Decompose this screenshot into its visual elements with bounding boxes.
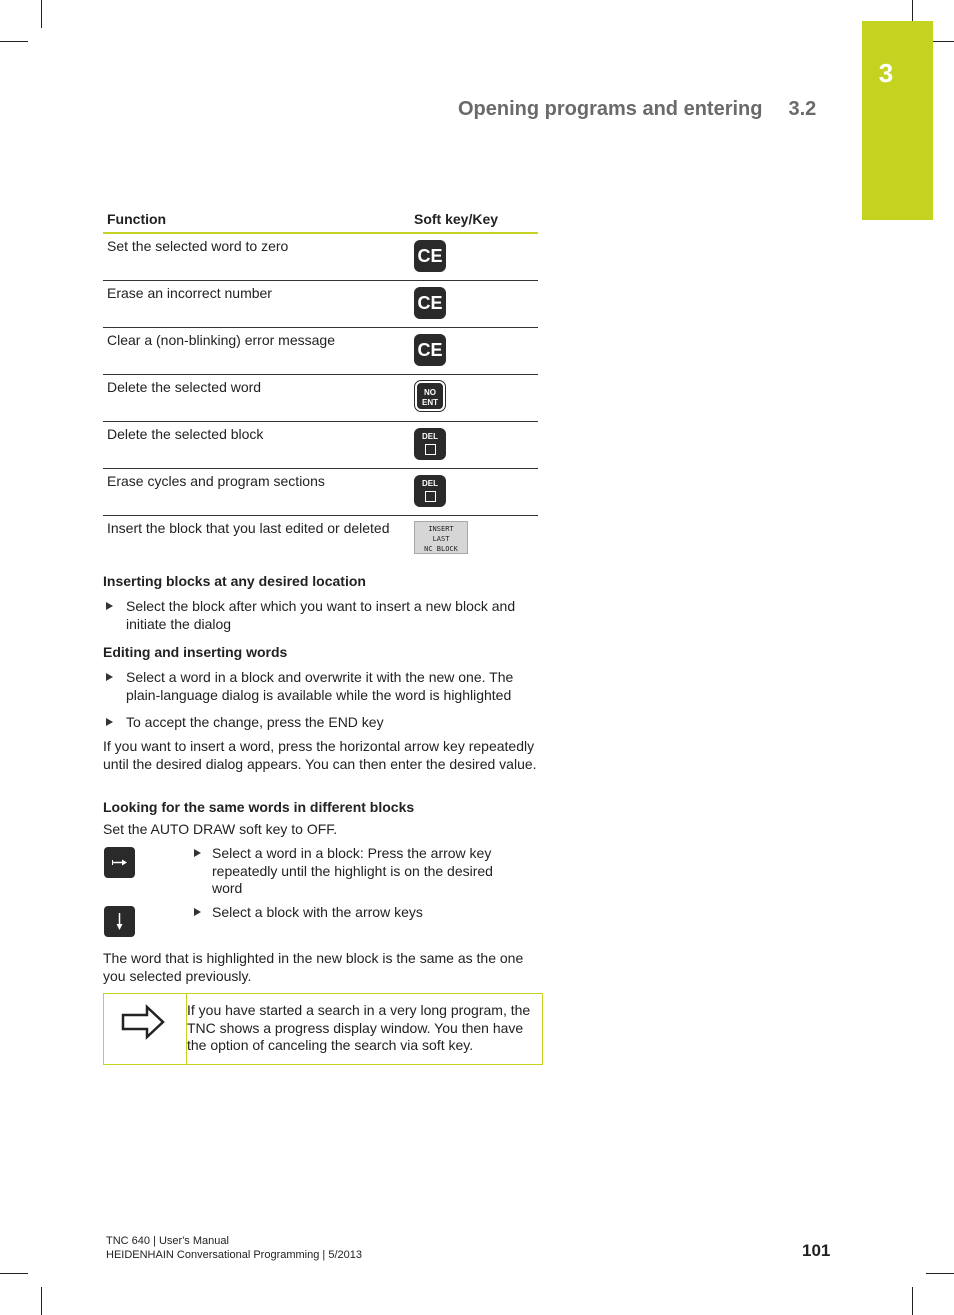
hand-pointer-icon: [119, 1002, 167, 1047]
key-cell: [410, 516, 538, 567]
function-cell: Erase cycles and program sections: [103, 469, 410, 516]
list-item: Select the block after which you want to insert a new block and initiate the dialog: [106, 598, 540, 633]
chapter-number: 3: [878, 58, 894, 88]
column-header-key: Soft key/Key: [410, 207, 538, 233]
footer-line-2: HEIDENHAIN Conversational Programming | 5/2013: [106, 1249, 362, 1261]
table-row: [103, 281, 538, 328]
bullet-triangle-icon: [106, 718, 113, 726]
key-cell: [410, 281, 538, 328]
section-title: Opening programs and entering: [458, 98, 763, 120]
function-cell: Set the selected word to zero: [103, 233, 410, 281]
list-item: To accept the change, press the END key: [106, 714, 540, 732]
crop-mark: [912, 1287, 913, 1315]
page-number: 101: [802, 1241, 831, 1260]
list-item: Select a block with the arrow keys: [194, 904, 524, 922]
right-arrow-key-icon: [104, 847, 135, 878]
ce-key-icon: CE: [414, 334, 446, 366]
no-ent-key-icon: NO ENT: [415, 381, 445, 411]
editing-heading: Editing and inserting words: [103, 644, 288, 660]
result-paragraph: The word that is highlighted in the new block is the same as the one you selected previously.: [103, 950, 524, 984]
function-cell: Insert the block that you last edited or deleted: [107, 520, 390, 536]
function-cell: Erase an incorrect number: [103, 281, 410, 328]
table-row: [103, 422, 538, 469]
bullet-triangle-icon: [194, 849, 201, 857]
table-header-row: [103, 207, 538, 233]
ce-key-icon: CE: [414, 240, 446, 272]
crop-mark: [41, 1287, 42, 1315]
list-item: Select a word in a block and overwrite it with the new one. The plain-language dialog is available while the word is highlighted: [106, 669, 540, 704]
column-header-function: Function: [103, 207, 410, 233]
key-cell: [410, 328, 538, 375]
chapter-tab: [862, 21, 933, 220]
table-row: [103, 233, 538, 281]
footer: [106, 1234, 362, 1262]
crop-mark: [926, 1273, 954, 1274]
down-arrow-key-icon: [104, 906, 135, 937]
footer-line-1: TNC 640 | User's Manual: [106, 1235, 229, 1247]
note-box: [103, 993, 543, 1065]
table-row: [103, 375, 538, 422]
key-cell: [410, 233, 538, 281]
crop-mark: [41, 0, 42, 28]
function-cell: Clear a (non-blinking) error message: [103, 328, 410, 375]
crop-mark: [0, 41, 28, 42]
section-header: [458, 98, 816, 121]
table-row: [103, 516, 538, 567]
looking-heading: Looking for the same words in different blocks: [103, 799, 415, 815]
del-key-icon: DEL: [414, 475, 446, 507]
editing-paragraph: If you want to insert a word, press the horizontal arrow key repeatedly until the desired dialog appears. You can then enter the desired value.: [103, 738, 537, 772]
bullet-triangle-icon: [194, 908, 201, 916]
del-key-icon: DEL: [414, 428, 446, 460]
insert-last-nc-block-softkey: INSERT LAST NC BLOCK: [414, 521, 468, 554]
function-cell: Delete the selected block: [103, 422, 410, 469]
bullet-triangle-icon: [106, 602, 113, 610]
key-cell: [410, 469, 538, 516]
bullet-triangle-icon: [106, 673, 113, 681]
table-row: [103, 469, 538, 516]
ce-key-icon: CE: [414, 287, 446, 319]
key-cell: [410, 375, 538, 422]
list-item: Select a word in a block: Press the arrow key repeatedly until the highlight is on the desired word: [194, 845, 524, 898]
table-row: [103, 328, 538, 375]
inserting-heading: Inserting blocks at any desired location: [103, 573, 366, 589]
section-number: 3.2: [788, 98, 817, 120]
looking-paragraph: Set the AUTO DRAW soft key to OFF.: [103, 821, 338, 837]
crop-mark: [0, 1273, 28, 1274]
function-cell: Delete the selected word: [103, 375, 410, 422]
key-cell: [410, 422, 538, 469]
note-text: If you have started a search in a very long program, the TNC shows a progress display window. You then have the option of canceling the search via soft key.: [187, 1002, 531, 1053]
function-table: [103, 207, 538, 566]
